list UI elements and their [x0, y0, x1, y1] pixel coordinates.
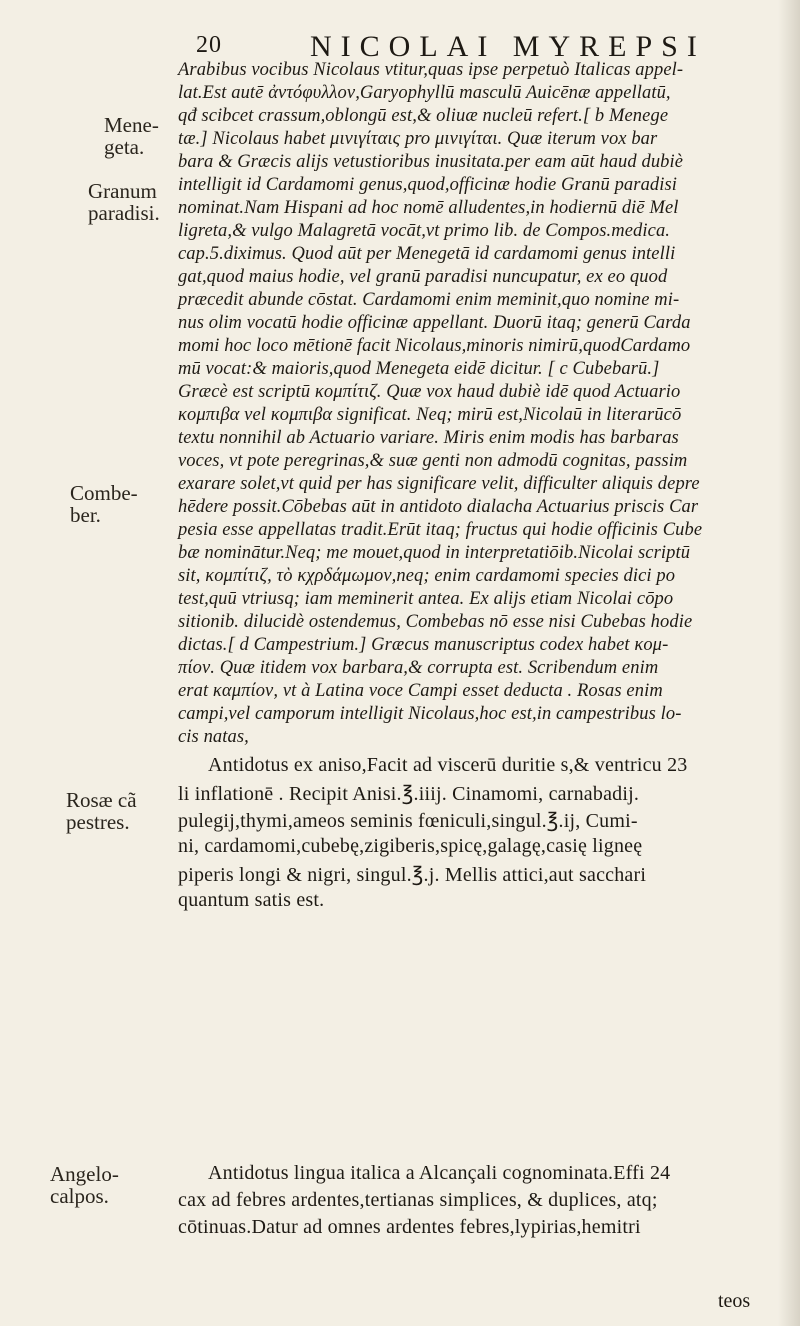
- margin-note-rosae-campestres: Rosæ cã pestres.: [66, 788, 137, 834]
- text-line: quantum satis est.: [178, 889, 325, 911]
- text-line: nus olim vocatū hodie officinæ appellant. Duorū itaq; generū Carda: [178, 313, 691, 333]
- text-line: bæ nominātur.Neq; me mouet,quod in interpretatiōib.Nicolai scriptū: [178, 543, 691, 563]
- text-line: erat καμπίον, vt à Latina voce Campi esset deducta . Rosas enim: [178, 681, 663, 701]
- text-line: lat.Est autē ἀντόφυλλον,Garyophyllū masculū Auicēnæ appellatū,: [178, 83, 671, 103]
- text-line: hēdere possit.Cōbebas aūt in antidoto dialacha Actuarius priscis Car: [178, 497, 699, 517]
- text-line: cōtinuas.Datur ad omnes ardentes febres,lypirias,hemitri: [178, 1216, 641, 1238]
- text-line: momi hoc loco mētionē facit Nicolaus,minoris nimirū,quodCardamo: [178, 336, 691, 356]
- text-line: qđ scibcet crassum,oblongū est,& oliuæ nucleū refert.[ b Menege: [178, 106, 669, 126]
- text-line: cax ad febres ardentes,tertianas simplices, & duplices, atq;: [178, 1189, 658, 1211]
- text-line: Græcè est scriptū κομπίτιζ. Quæ vox haud dubiè idē quod Actuario: [178, 382, 681, 402]
- text-line: πίον. Quæ itidem vox barbara,& corrupta est. Scribendum enim: [178, 658, 659, 678]
- text-line: nominat.Nam Hispani ad hoc nomē alludentes,in hodiernū diē Mel: [178, 198, 679, 218]
- text-line: cis natas,: [178, 727, 249, 747]
- text-line: Antidotus ex aniso,Facit ad viscerū duritie s,& ventricu 23: [208, 754, 688, 776]
- text-line: sit, κομπίτιζ, τὸ κχρδάμωμον,neq; enim cardamomi species dici po: [178, 566, 676, 586]
- text-line: ligreta,& vulgo Malagretā vocāt,vt primo lib. de Compos.medica.: [178, 221, 671, 241]
- page-edge-shadow: [778, 0, 800, 1326]
- text-line: Antidotus lingua italica a Alcançali cognominata.Effi 24: [208, 1162, 671, 1184]
- text-line: campi,vel camporum intelligit Nicolaus,hoc est,in campestribus lo-: [178, 704, 682, 724]
- catchword: teos: [718, 1290, 751, 1312]
- text-line: dictas.[ d Campestrium.] Græcus manuscriptus codex habet κομ-: [178, 635, 669, 655]
- text-line: mū vocat:& maioris,quod Menegeta eidē dicitur. [ c Cubebarū.]: [178, 359, 660, 379]
- text-line: ni, cardamomi,cubebę,zigiberis,spicę,galagę,casię ligneę: [178, 835, 643, 857]
- margin-note-menegeta: Mene- geta.: [104, 113, 159, 159]
- text-line: præcedit abunde cōstat. Cardamomi enim meminit,quo nomine mi-: [178, 290, 680, 310]
- text-line: li inflationē . Recipit Anisi.℥.iiij. Cinamomi, carnabadij.: [178, 783, 640, 805]
- text-line: textu nonnihil ab Actuario variare. Miris enim modis has barbaras: [178, 428, 679, 448]
- text-line: intelligit id Cardamomi genus,quod,officinæ hodie Granū paradisi: [178, 175, 678, 195]
- margin-note-combeber: Combe- ber.: [70, 481, 138, 527]
- text-line: pesia esse appellatas tradit.Erūt itaq; fructus qui hodie officinis Cube: [178, 520, 703, 540]
- text-line: exarare solet,vt quid per has significare velit, difficulter aliquis depre: [178, 474, 700, 494]
- text-line: gat,quod maius hodie, vel granū paradisi nuncupatur, ex eo quod: [178, 267, 668, 287]
- text-line: tæ.] Nicolaus habet μινιγίταις pro μινιγίται. Quæ iterum vox bar: [178, 129, 658, 149]
- text-line: voces, vt pote peregrinas,& suæ genti non admodū cognitas, passim: [178, 451, 688, 471]
- text-line: Arabibus vocibus Nicolaus vtitur,quas ipse perpetuò Italicas appel-: [178, 60, 684, 80]
- text-line: piperis longi & nigri, singul.℥.j. Mellis attici,aut sacchari: [178, 864, 647, 886]
- text-line: sitionib. dilucidè ostendemus, Combebas nō esse nisi Cubebas hodie: [178, 612, 693, 632]
- text-line: bara & Græcis alijs vetustioribus inusitata.per eam aūt haud dubiè: [178, 152, 684, 172]
- text-line: pulegij,thymi,ameos seminis fœniculi,singul.℥.ij, Cumi-: [178, 810, 638, 832]
- text-line: cap.5.diximus. Quod aūt per Menegetā id cardamomi genus intelli: [178, 244, 676, 264]
- margin-note-granum-paradisi: Granum paradisi.: [88, 179, 160, 225]
- margin-note-angelocalpos: Angelo- calpos.: [50, 1162, 119, 1208]
- page-header: [0, 16, 800, 63]
- text-line: test,quū vtriusq; iam meminerit antea. Ex alijs etiam Nicolai cōpo: [178, 589, 674, 609]
- page-number: 20: [196, 32, 222, 58]
- text-line: κομπιβα vel κομπιβα significat. Neq; mirū est,Nicolaū in literarūcō: [178, 405, 682, 425]
- running-head: NICOLAI MYREPSI: [310, 30, 706, 63]
